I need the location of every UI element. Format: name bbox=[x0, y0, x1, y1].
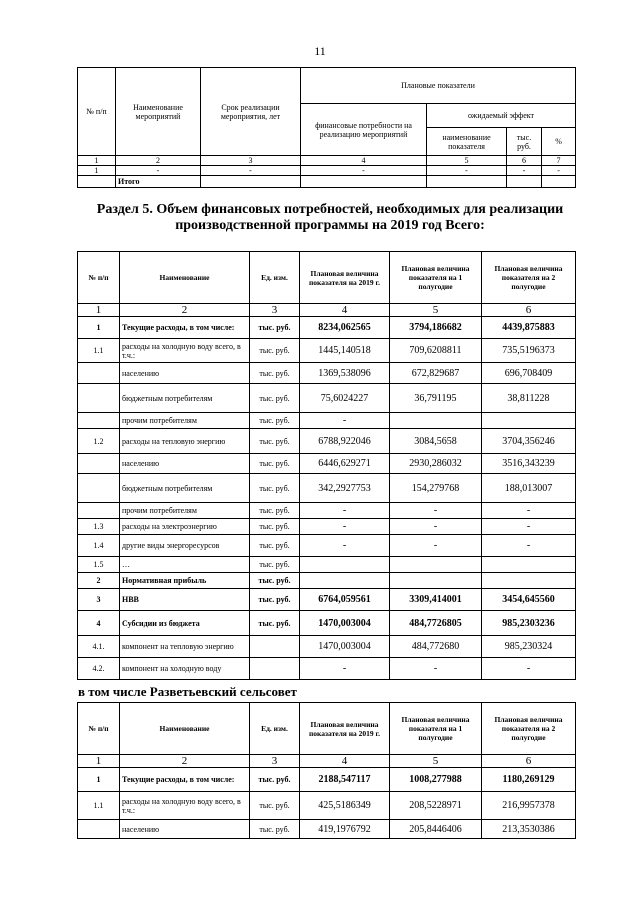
table-row bbox=[78, 768, 576, 792]
row-half2 bbox=[482, 573, 576, 589]
row-half1: 3084,5658 bbox=[390, 429, 482, 454]
row-unit: тыс. руб. bbox=[250, 535, 300, 557]
table-row bbox=[78, 589, 576, 611]
col-planned: Плановые показатели bbox=[301, 68, 576, 104]
col-numbers-row: 1 2 3 4 5 6 bbox=[78, 755, 576, 768]
col-annual: Плановая величина показателя на 2019 г. bbox=[300, 703, 390, 755]
row-name: компонент на холодную воду bbox=[120, 658, 250, 680]
row-num: 1 bbox=[78, 317, 120, 339]
row-half1 bbox=[390, 557, 482, 573]
section-title: Раздел 5. Объем финансовых потребностей, необходимых для реализации производственной программы на 2019 год Всего: bbox=[96, 202, 564, 233]
row-num: 1.3 bbox=[78, 519, 120, 535]
row-unit: тыс. руб. bbox=[250, 611, 300, 636]
table-row bbox=[78, 363, 576, 384]
row-annual: 6446,629271 bbox=[300, 454, 390, 474]
row-annual: - bbox=[300, 413, 390, 429]
row-unit: тыс. руб. bbox=[250, 820, 300, 839]
row-half2: - bbox=[482, 658, 576, 680]
col-half2: Плановая величина показателя на 2 полугодие bbox=[482, 703, 576, 755]
row-annual: 425,5186349 bbox=[300, 792, 390, 820]
row-annual: - bbox=[300, 658, 390, 680]
row-annual: - bbox=[300, 519, 390, 535]
row-annual bbox=[300, 557, 390, 573]
row-unit: тыс. руб. bbox=[250, 589, 300, 611]
row-unit: тыс. руб. bbox=[250, 768, 300, 792]
table-row bbox=[78, 339, 576, 363]
row-unit: тыс. руб. bbox=[250, 573, 300, 589]
row-name: компонент на тепловую энергию bbox=[120, 636, 250, 658]
row-name: расходы на холодную воду всего, в т.ч.: bbox=[120, 339, 250, 363]
row-unit: тыс. руб. bbox=[250, 363, 300, 384]
table-row bbox=[78, 792, 576, 820]
row-num bbox=[78, 503, 120, 519]
row-name: населению bbox=[120, 820, 250, 839]
row-annual: - bbox=[300, 535, 390, 557]
measures-table bbox=[77, 67, 576, 188]
row-name: Текущие расходы, в том числе: bbox=[120, 317, 250, 339]
row-half1: 709,6208811 bbox=[390, 339, 482, 363]
row-half2 bbox=[482, 557, 576, 573]
subsection-title: в том числе Разветьевский сельсовет bbox=[78, 684, 297, 699]
table-row bbox=[78, 557, 576, 573]
table-row bbox=[78, 658, 576, 680]
row-half1: 484,7726805 bbox=[390, 611, 482, 636]
row-name: расходы на холодную воду всего, в т.ч.: bbox=[120, 792, 250, 820]
row-name: расходы на тепловую энергию bbox=[120, 429, 250, 454]
row-annual: 6788,922046 bbox=[300, 429, 390, 454]
row-unit: тыс. руб. bbox=[250, 429, 300, 454]
row-half2: 188,013007 bbox=[482, 474, 576, 503]
row-annual: 8234,062565 bbox=[300, 317, 390, 339]
row-num bbox=[78, 474, 120, 503]
row-num bbox=[78, 363, 120, 384]
row-unit: тыс. руб. bbox=[250, 317, 300, 339]
row-half1: - bbox=[390, 658, 482, 680]
row-half1: 154,279768 bbox=[390, 474, 482, 503]
table-row bbox=[78, 820, 576, 839]
row-num: 1.5 bbox=[78, 557, 120, 573]
row-half1: 205,8446406 bbox=[390, 820, 482, 839]
row-half2: 216,9957378 bbox=[482, 792, 576, 820]
row-half2: 985,230324 bbox=[482, 636, 576, 658]
row-half2: 696,708409 bbox=[482, 363, 576, 384]
row-half2: 4439,875883 bbox=[482, 317, 576, 339]
row-half2: - bbox=[482, 503, 576, 519]
row-annual: 419,1976792 bbox=[300, 820, 390, 839]
col-fin: финансовые потребности на реализацию мероприятий bbox=[301, 104, 427, 156]
row-num: 1 bbox=[78, 768, 120, 792]
row-num: 2 bbox=[78, 573, 120, 589]
row-unit: тыс. руб. bbox=[250, 384, 300, 413]
row-half1: 36,791195 bbox=[390, 384, 482, 413]
row-name: прочим потребителям bbox=[120, 413, 250, 429]
row-unit: тыс. руб. bbox=[250, 557, 300, 573]
row-num bbox=[78, 384, 120, 413]
row-unit bbox=[250, 636, 300, 658]
col-half1: Плановая величина показателя на 1 полугодие bbox=[390, 703, 482, 755]
row-half2: 3454,645560 bbox=[482, 589, 576, 611]
col-name: Наименование мероприятий bbox=[116, 68, 201, 156]
row-annual: - bbox=[300, 503, 390, 519]
row-half1: 2930,286032 bbox=[390, 454, 482, 474]
row-half1: 1008,277988 bbox=[390, 768, 482, 792]
row-annual: 1470,003004 bbox=[300, 636, 390, 658]
row-num: 3 bbox=[78, 589, 120, 611]
row-unit: тыс. руб. bbox=[250, 503, 300, 519]
row-half1: 672,829687 bbox=[390, 363, 482, 384]
table-row bbox=[78, 429, 576, 454]
row-unit: тыс. руб. bbox=[250, 792, 300, 820]
row-half1: - bbox=[390, 519, 482, 535]
col-rub: тыс. руб. bbox=[507, 128, 542, 156]
col-half2: Плановая величина показателя на 2 полугодие bbox=[482, 252, 576, 304]
row-annual: 6764,059561 bbox=[300, 589, 390, 611]
row-half1: 484,772680 bbox=[390, 636, 482, 658]
row-num bbox=[78, 454, 120, 474]
table-row bbox=[78, 535, 576, 557]
row-unit: тыс. руб. bbox=[250, 519, 300, 535]
row-num bbox=[78, 413, 120, 429]
razvetievsky-table bbox=[77, 702, 576, 839]
row-half2: 985,2303236 bbox=[482, 611, 576, 636]
row-annual: 2188,547117 bbox=[300, 768, 390, 792]
row-name: населению bbox=[120, 454, 250, 474]
row-name: бюджетным потребителям bbox=[120, 384, 250, 413]
row-unit: тыс. руб. bbox=[250, 454, 300, 474]
row-name: расходы на электроэнергию bbox=[120, 519, 250, 535]
col-numbers-row: 1 2 3 4 5 6 bbox=[78, 304, 576, 317]
col-numbers-row: 1 2 3 4 5 6 7 bbox=[78, 156, 576, 166]
table-row bbox=[78, 317, 576, 339]
row-half2: 38,811228 bbox=[482, 384, 576, 413]
row-num: 4.1. bbox=[78, 636, 120, 658]
row-half2: 3704,356246 bbox=[482, 429, 576, 454]
row-half1 bbox=[390, 573, 482, 589]
row-half1: 3794,186682 bbox=[390, 317, 482, 339]
row-num: 1.4 bbox=[78, 535, 120, 557]
table-row bbox=[78, 454, 576, 474]
row-unit: тыс. руб. bbox=[250, 413, 300, 429]
row-half2: - bbox=[482, 535, 576, 557]
page-number: 11 bbox=[314, 44, 326, 58]
row-num: 1.1 bbox=[78, 339, 120, 363]
row-name: другие виды энергоресурсов bbox=[120, 535, 250, 557]
row-annual: 1470,003004 bbox=[300, 611, 390, 636]
financial-needs-table bbox=[77, 251, 576, 680]
col-annual: Плановая величина показателя на 2019 г. bbox=[300, 252, 390, 304]
row-annual: 1445,140518 bbox=[300, 339, 390, 363]
col-name: Наименование bbox=[120, 252, 250, 304]
col-term: Срок реализации мероприятия, лет bbox=[201, 68, 301, 156]
table-row: 1 - - - - - - bbox=[78, 166, 576, 176]
row-num: 4.2. bbox=[78, 658, 120, 680]
table-row bbox=[78, 519, 576, 535]
col-unit: Ед. изм. bbox=[250, 252, 300, 304]
row-half2: 213,3530386 bbox=[482, 820, 576, 839]
row-num bbox=[78, 820, 120, 839]
row-name: Субсидии из бюджета bbox=[120, 611, 250, 636]
row-half2: 1180,269129 bbox=[482, 768, 576, 792]
row-name: Нормативная прибыль bbox=[120, 573, 250, 589]
row-half1 bbox=[390, 413, 482, 429]
row-annual: 1369,538096 bbox=[300, 363, 390, 384]
row-unit bbox=[250, 658, 300, 680]
col-num: № п/п bbox=[78, 252, 120, 304]
row-half2: 735,5196373 bbox=[482, 339, 576, 363]
row-half1: 208,5228971 bbox=[390, 792, 482, 820]
row-num: 1.2 bbox=[78, 429, 120, 454]
row-num: 1.1 bbox=[78, 792, 120, 820]
row-half2: 3516,343239 bbox=[482, 454, 576, 474]
col-num: № п/п bbox=[78, 703, 120, 755]
table-row bbox=[78, 474, 576, 503]
total-row bbox=[78, 176, 576, 188]
col-name: Наименование bbox=[120, 703, 250, 755]
row-name: бюджетным потребителям bbox=[120, 474, 250, 503]
row-name: НВВ bbox=[120, 589, 250, 611]
row-unit: тыс. руб. bbox=[250, 339, 300, 363]
row-name: … bbox=[120, 557, 250, 573]
table-row bbox=[78, 503, 576, 519]
col-ind: наименование показателя bbox=[427, 128, 507, 156]
table-row bbox=[78, 611, 576, 636]
col-unit: Ед. изм. bbox=[250, 703, 300, 755]
total-label: Итого bbox=[116, 176, 201, 188]
table-row bbox=[78, 413, 576, 429]
row-annual: 342,2927753 bbox=[300, 474, 390, 503]
col-num: № п/п bbox=[78, 68, 116, 156]
row-half1: - bbox=[390, 535, 482, 557]
row-half1: - bbox=[390, 503, 482, 519]
col-half1: Плановая величина показателя на 1 полугодие bbox=[390, 252, 482, 304]
table-row bbox=[78, 384, 576, 413]
row-half2 bbox=[482, 413, 576, 429]
col-effect: ожидаемый эффект bbox=[427, 104, 576, 128]
row-annual: 75,6024227 bbox=[300, 384, 390, 413]
row-half2: - bbox=[482, 519, 576, 535]
row-name: населению bbox=[120, 363, 250, 384]
col-pct: % bbox=[542, 128, 576, 156]
row-num: 4 bbox=[78, 611, 120, 636]
row-half1: 3309,414001 bbox=[390, 589, 482, 611]
table-row bbox=[78, 573, 576, 589]
row-name: прочим потребителям bbox=[120, 503, 250, 519]
row-name: Текущие расходы, в том числе: bbox=[120, 768, 250, 792]
row-unit: тыс. руб. bbox=[250, 474, 300, 503]
table-row bbox=[78, 636, 576, 658]
row-annual bbox=[300, 573, 390, 589]
